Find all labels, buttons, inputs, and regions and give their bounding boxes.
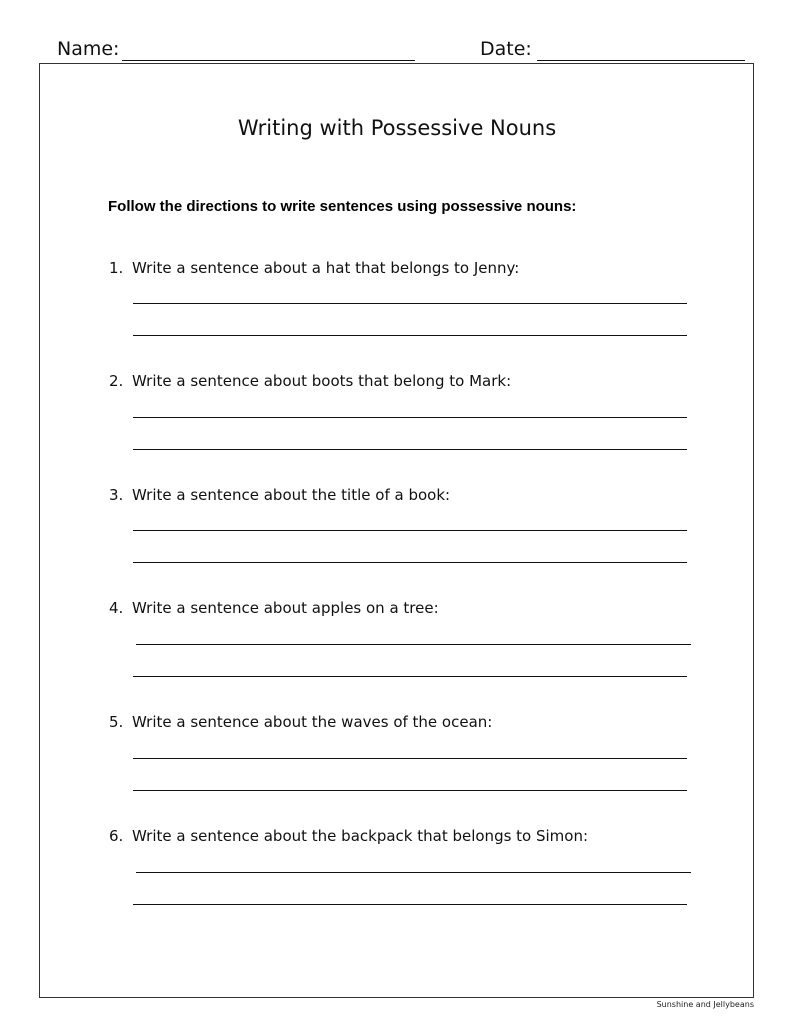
question-prompt: Write a sentence about the backpack that belongs to Simon: xyxy=(132,827,589,845)
answer-line[interactable] xyxy=(133,562,687,563)
question-prompt: Write a sentence about the title of a book: xyxy=(132,486,451,504)
date-label: Date: xyxy=(480,38,532,60)
name-label: Name: xyxy=(57,38,120,60)
worksheet-header xyxy=(0,36,794,66)
question-6 xyxy=(0,825,794,915)
answer-line[interactable] xyxy=(133,303,687,304)
question-number: 6. xyxy=(109,827,124,845)
answer-line[interactable] xyxy=(133,676,687,677)
question-number: 5. xyxy=(109,713,124,731)
question-prompt: Write a sentence about apples on a tree: xyxy=(132,599,439,617)
footer-credit: Sunshine and Jellybeans xyxy=(656,1000,754,1009)
question-number: 4. xyxy=(109,599,124,617)
question-prompt: Write a sentence about the waves of the ocean: xyxy=(132,713,493,731)
question-5 xyxy=(0,711,794,801)
question-prompt: Write a sentence about boots that belong to Mark: xyxy=(132,372,512,390)
question-number: 2. xyxy=(109,372,124,390)
answer-line[interactable] xyxy=(133,335,687,336)
question-prompt: Write a sentence about a hat that belongs to Jenny: xyxy=(132,259,520,277)
question-number: 1. xyxy=(109,259,124,277)
answer-line[interactable] xyxy=(136,872,691,873)
question-1 xyxy=(0,257,794,347)
date-field[interactable] xyxy=(537,60,745,61)
question-number: 3. xyxy=(109,486,124,504)
answer-line[interactable] xyxy=(133,758,687,759)
question-3 xyxy=(0,484,794,574)
answer-line[interactable] xyxy=(133,530,687,531)
instructions: Follow the directions to write sentences using possessive nouns: xyxy=(108,198,577,215)
answer-line[interactable] xyxy=(133,790,687,791)
worksheet-title: Writing with Possessive Nouns xyxy=(237,116,557,140)
answer-line[interactable] xyxy=(133,904,687,905)
answer-line[interactable] xyxy=(133,449,687,450)
question-4 xyxy=(0,597,794,687)
question-2 xyxy=(0,370,794,460)
answer-line[interactable] xyxy=(133,417,687,418)
name-field[interactable] xyxy=(122,60,415,61)
answer-line[interactable] xyxy=(136,644,691,645)
